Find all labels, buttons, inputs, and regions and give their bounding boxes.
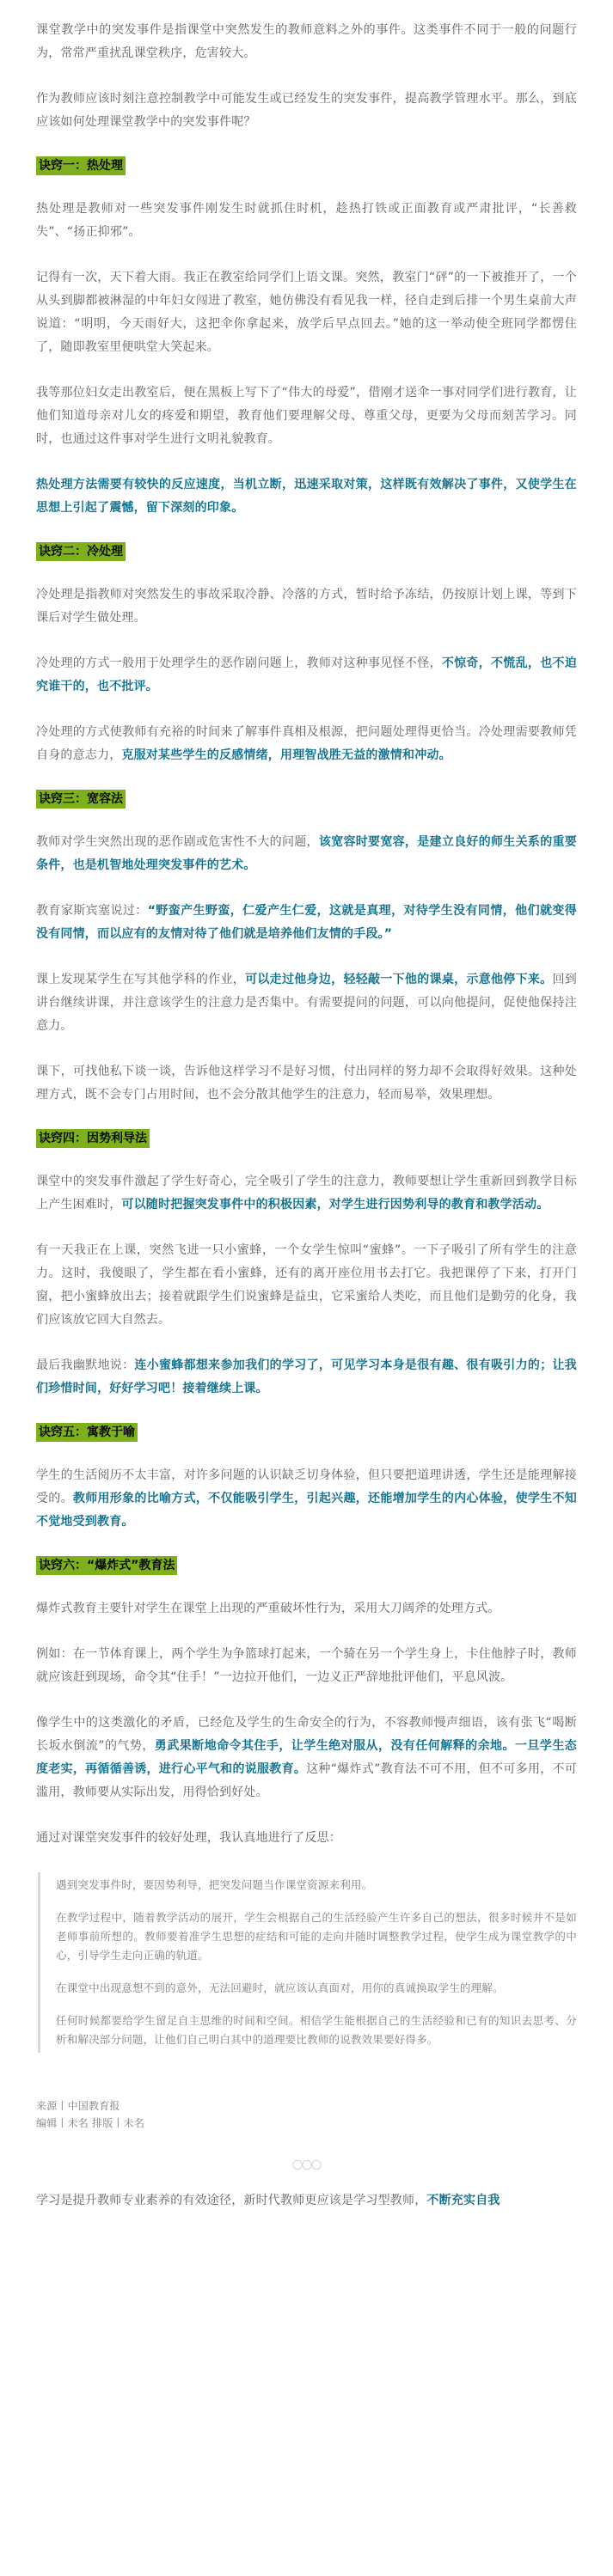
quote-item: 任何时候都要给学生留足自主思维的时间和空间。相信学生能根据自己的生活经验和已有的知识去思考、分析和解决部分问题，让他们自己明白其中的道理要比教师的说教效果要好得多。 — [56, 2014, 577, 2046]
section-6-heading — [36, 1556, 577, 1575]
text: 课上发现某学生在写其他学科的作业， — [36, 973, 246, 986]
section-4-paragraph-1 — [36, 1170, 577, 1217]
text: 冷处理的方式使教师有充裕的时间来了解事件真相及根源，把问题处理得更恰当。冷处理需要教师凭自身的意志力， — [36, 725, 577, 762]
editor-credit: 编辑丨未名 排版丨未名 — [36, 2117, 145, 2129]
section-3-paragraph-1 — [36, 831, 577, 877]
text: 回到讲台继续讲课，并注意该学生的注意力是否集中。有需要提问的问题，可以向他提问，促使他保持注意力。 — [36, 973, 577, 1033]
source-credit: 来源丨中国教育报 — [36, 2100, 120, 2112]
section-3-heading — [36, 790, 577, 809]
emphasis-text: 不惊奇，不慌乱，也不迫究谁干的，也不批评。 — [36, 656, 577, 693]
emphasis-text: 可以随时把握突发事件中的积极因素，对学生进行因势利导的教育和教学活动。 — [121, 1198, 549, 1212]
section-4-paragraph-2: 有一天我正在上课，突然飞进一只小蜜蜂，一个女学生惊叫“蜜蜂”。一下子吸引了所有学生的注意力。这时，我傻眼了，学生都在看小蜜蜂，还有的离开座位用书去打它。我把课停了下来，打开门窗，把小蜜蜂放出去；接着就跟学生们说蜜蜂是益虫，它采蜜给人类吃，而且他们是勤劳的化身，我们应该放它回大自然去。 — [36, 1243, 577, 1327]
text: 教育家斯宾塞说过： — [36, 904, 148, 918]
quote-item: 在课堂中出现意想不到的意外，无法回避时，就应该认真面对，用你的真诚换取学生的理解。 — [56, 1981, 504, 1994]
section-1-paragraph-3: 我等那位妇女走出教室后，便在黑板上写下了“伟大的母爱”，借刚才送伞一事对同学们进行教育，让他们知道母亲对儿女的疼爱和期望，教育他们要理解父母、尊重父母，更要为父母而刻苦学习。同时，也通过这件事对学生进行文明礼貌教育。 — [36, 386, 577, 446]
text: 最后我幽默地说： — [36, 1358, 135, 1372]
section-3-paragraph-2 — [36, 900, 577, 946]
section-5-tag: 诀窍五：寓教于喻 — [36, 1423, 138, 1442]
section-5-heading — [36, 1423, 577, 1442]
intro-paragraph-1: 课堂教学中的突发事件是指课堂中突然发生的教师意料之外的事件。这类事件不同于一般的问题行为，常常严重扰乱课堂秩序，危害较大。 — [36, 23, 577, 60]
section-2-paragraph-3 — [36, 721, 577, 767]
section-1-paragraph-2: 记得有一次，天下着大雨。我正在教室给同学们上语文课。突然，教室门“砰”的一下被推开了，一个从头到脚都被淋湿的中年妇女闯进了教室，她仿佛没有看见我一样，径自走到后排一个男生桌前大声说道：“明明，今天雨好大，这把伞你拿起来，放学后早点回去。”她的这一举动使全班同学都愣住了，随即教室里便哄堂大笑起来。 — [36, 271, 577, 354]
section-2-paragraph-1: 冷处理是指教师对突然发生的事故采取冷静、冷落的方式，暂时给予冻结，仍按原计划上课，等到下课后对学生做处理。 — [36, 588, 577, 625]
section-6-paragraph-2: 例如：在一节体育课上，两个学生为争篮球打起来，一个骑在另一个学生身上，卡住他脖子时，教师就应该赶到现场，命令其“住手！”一边拉开他们，一边义正严辞地批评他们，平息风波。 — [36, 1647, 577, 1684]
text: 学习是提升教师专业素养的有效途径，新时代教师更应该是学习型教师， — [36, 2194, 427, 2207]
emphasis-text: 不断充实自我 — [426, 2194, 500, 2207]
section-6-paragraph-3 — [36, 1712, 577, 1804]
section-3-paragraph-4: 课下，可找他私下谈一谈，告诉他这样学习不是好习惯，付出同样的努力却不会取得好效果。这种处理方式，既不会专门占用时间，也不会分散其他学生的注意力，轻而易举，效果理想。 — [36, 1065, 577, 1102]
section-4-paragraph-3 — [36, 1354, 577, 1401]
text: 学生的生活阅历不太丰富，对许多问题的认识缺乏切身体验，但只要把道理讲透，学生还是能理解接受的。 — [36, 1468, 577, 1505]
section-1-summary: 热处理方法需要有较快的反应速度，当机立断，迅速采取对策，这样既有效解决了事件，又使学生在思想上引起了震憾，留下深刻的印象。 — [36, 478, 577, 515]
section-1-heading — [36, 156, 577, 175]
text: 像学生中的这类激化的矛盾，已经危及学生的生命安全的行为，不容教师慢声细语，该有张飞“喝断长坂水倒流”的气势， — [36, 1716, 577, 1753]
text: 冷处理的方式一般用于处理学生的恶作剧问题上，教师对这种事见怪不怪， — [36, 656, 442, 670]
emphasis-text: 克服对某些学生的反感情绪，用理智战胜无益的激情和冲动。 — [121, 748, 451, 762]
section-2-heading — [36, 542, 577, 561]
text: 教师对学生突然出现的恶作剧或危害性不大的问题， — [36, 835, 319, 849]
section-1-tag: 诀窍一：热处理 — [36, 156, 126, 175]
emphasis-text: 连小蜜蜂都想来参加我们的学习了，可见学习本身是很有趣、很有吸引力的；让我们珍惜时间，好好学习吧！接着继续上课。 — [36, 1358, 577, 1395]
section-3-paragraph-3 — [36, 968, 577, 1038]
section-6-tag: 诀窍六：“爆炸式”教育法 — [36, 1556, 177, 1575]
section-3-tag: 诀窍三：宽容法 — [36, 790, 126, 809]
emphasis-text: 勇武果断地命令其住手，让学生绝对服从，没有任何解释的余地。一旦学生态度老实，再循循善诱，进行心平气和的说服教育。 — [36, 1739, 577, 1776]
section-6-paragraph-1: 爆炸式教育主要针对学生在课堂上出现的严重破坏性行为，采用大刀阔斧的处理方式。 — [36, 1602, 500, 1615]
text: 这种“爆炸式”教育法不可不用，但不可多用，不可滥用，教师要从实际出发，用得恰到好处。 — [36, 1762, 577, 1799]
emphasis-text: 可以走过他身边，轻轻敲一下他的课桌，示意他停下来。 — [245, 973, 553, 986]
section-4-tag: 诀窍四：因势利导法 — [36, 1129, 150, 1148]
section-4-heading — [36, 1129, 577, 1148]
section-1-paragraph-1: 热处理是教师对一些突发事件刚发生时就抓住时机，趁热打铁或正面教育或严肃批评，“长善救失”、“扬正抑邪”。 — [36, 202, 577, 239]
section-5-paragraph-1 — [36, 1464, 577, 1534]
quote-item: 遇到突发事件时，要因势利导，把突发问题当作课堂资源来利用。 — [56, 1878, 373, 1891]
closing-paragraph — [36, 2189, 577, 2213]
reflection-blockquote — [38, 1872, 577, 2053]
quotation: “野蛮产生野蛮，仁爱产生仁爱，这就是真理，对待学生没有同情，他们就变得没有同情，而以应有的友情对待了他们就是培养他们友情的手段。” — [36, 904, 577, 941]
quote-item: 在教学过程中，随着教学活动的展开，学生会根据自己的生活经验产生许多自己的想法，很多时候并不是如老师事前所想的。教师要着准学生思想的症结和可能的走向并随时调整教学过程，使学生成为课堂教学的中心，引导学生走向正确的轨道。 — [56, 1911, 577, 1962]
emphasis-text: 该宽容时要宽容，是建立良好的师生关系的重要条件，也是机智地处理突发事件的艺术。 — [36, 835, 577, 872]
section-2-tag: 诀窍二：冷处理 — [36, 542, 126, 561]
intro-paragraph-2: 作为教师应该时刻注意控制教学中可能发生或已经发生的突发事件，提高教学管理水平。那么，到底应该如何处理课堂教学中的突发事件呢？ — [36, 92, 577, 129]
emphasis-text: 教师用形象的比喻方式，不仅能吸引学生，引起兴趣，还能增加学生的内心体验，使学生不知不觉地受到教育。 — [36, 1492, 577, 1529]
section-divider: 〇〇〇 — [291, 2159, 321, 2171]
section-2-paragraph-2 — [36, 652, 577, 699]
text: 课堂中的突发事件激起了学生好奇心，完全吸引了学生的注意力，教师要想让学生重新回到教学目标上产生困难时， — [36, 1175, 577, 1212]
reflection-intro: 通过对课堂突发事件的较好处理，我认真地进行了反思： — [36, 1831, 341, 1845]
